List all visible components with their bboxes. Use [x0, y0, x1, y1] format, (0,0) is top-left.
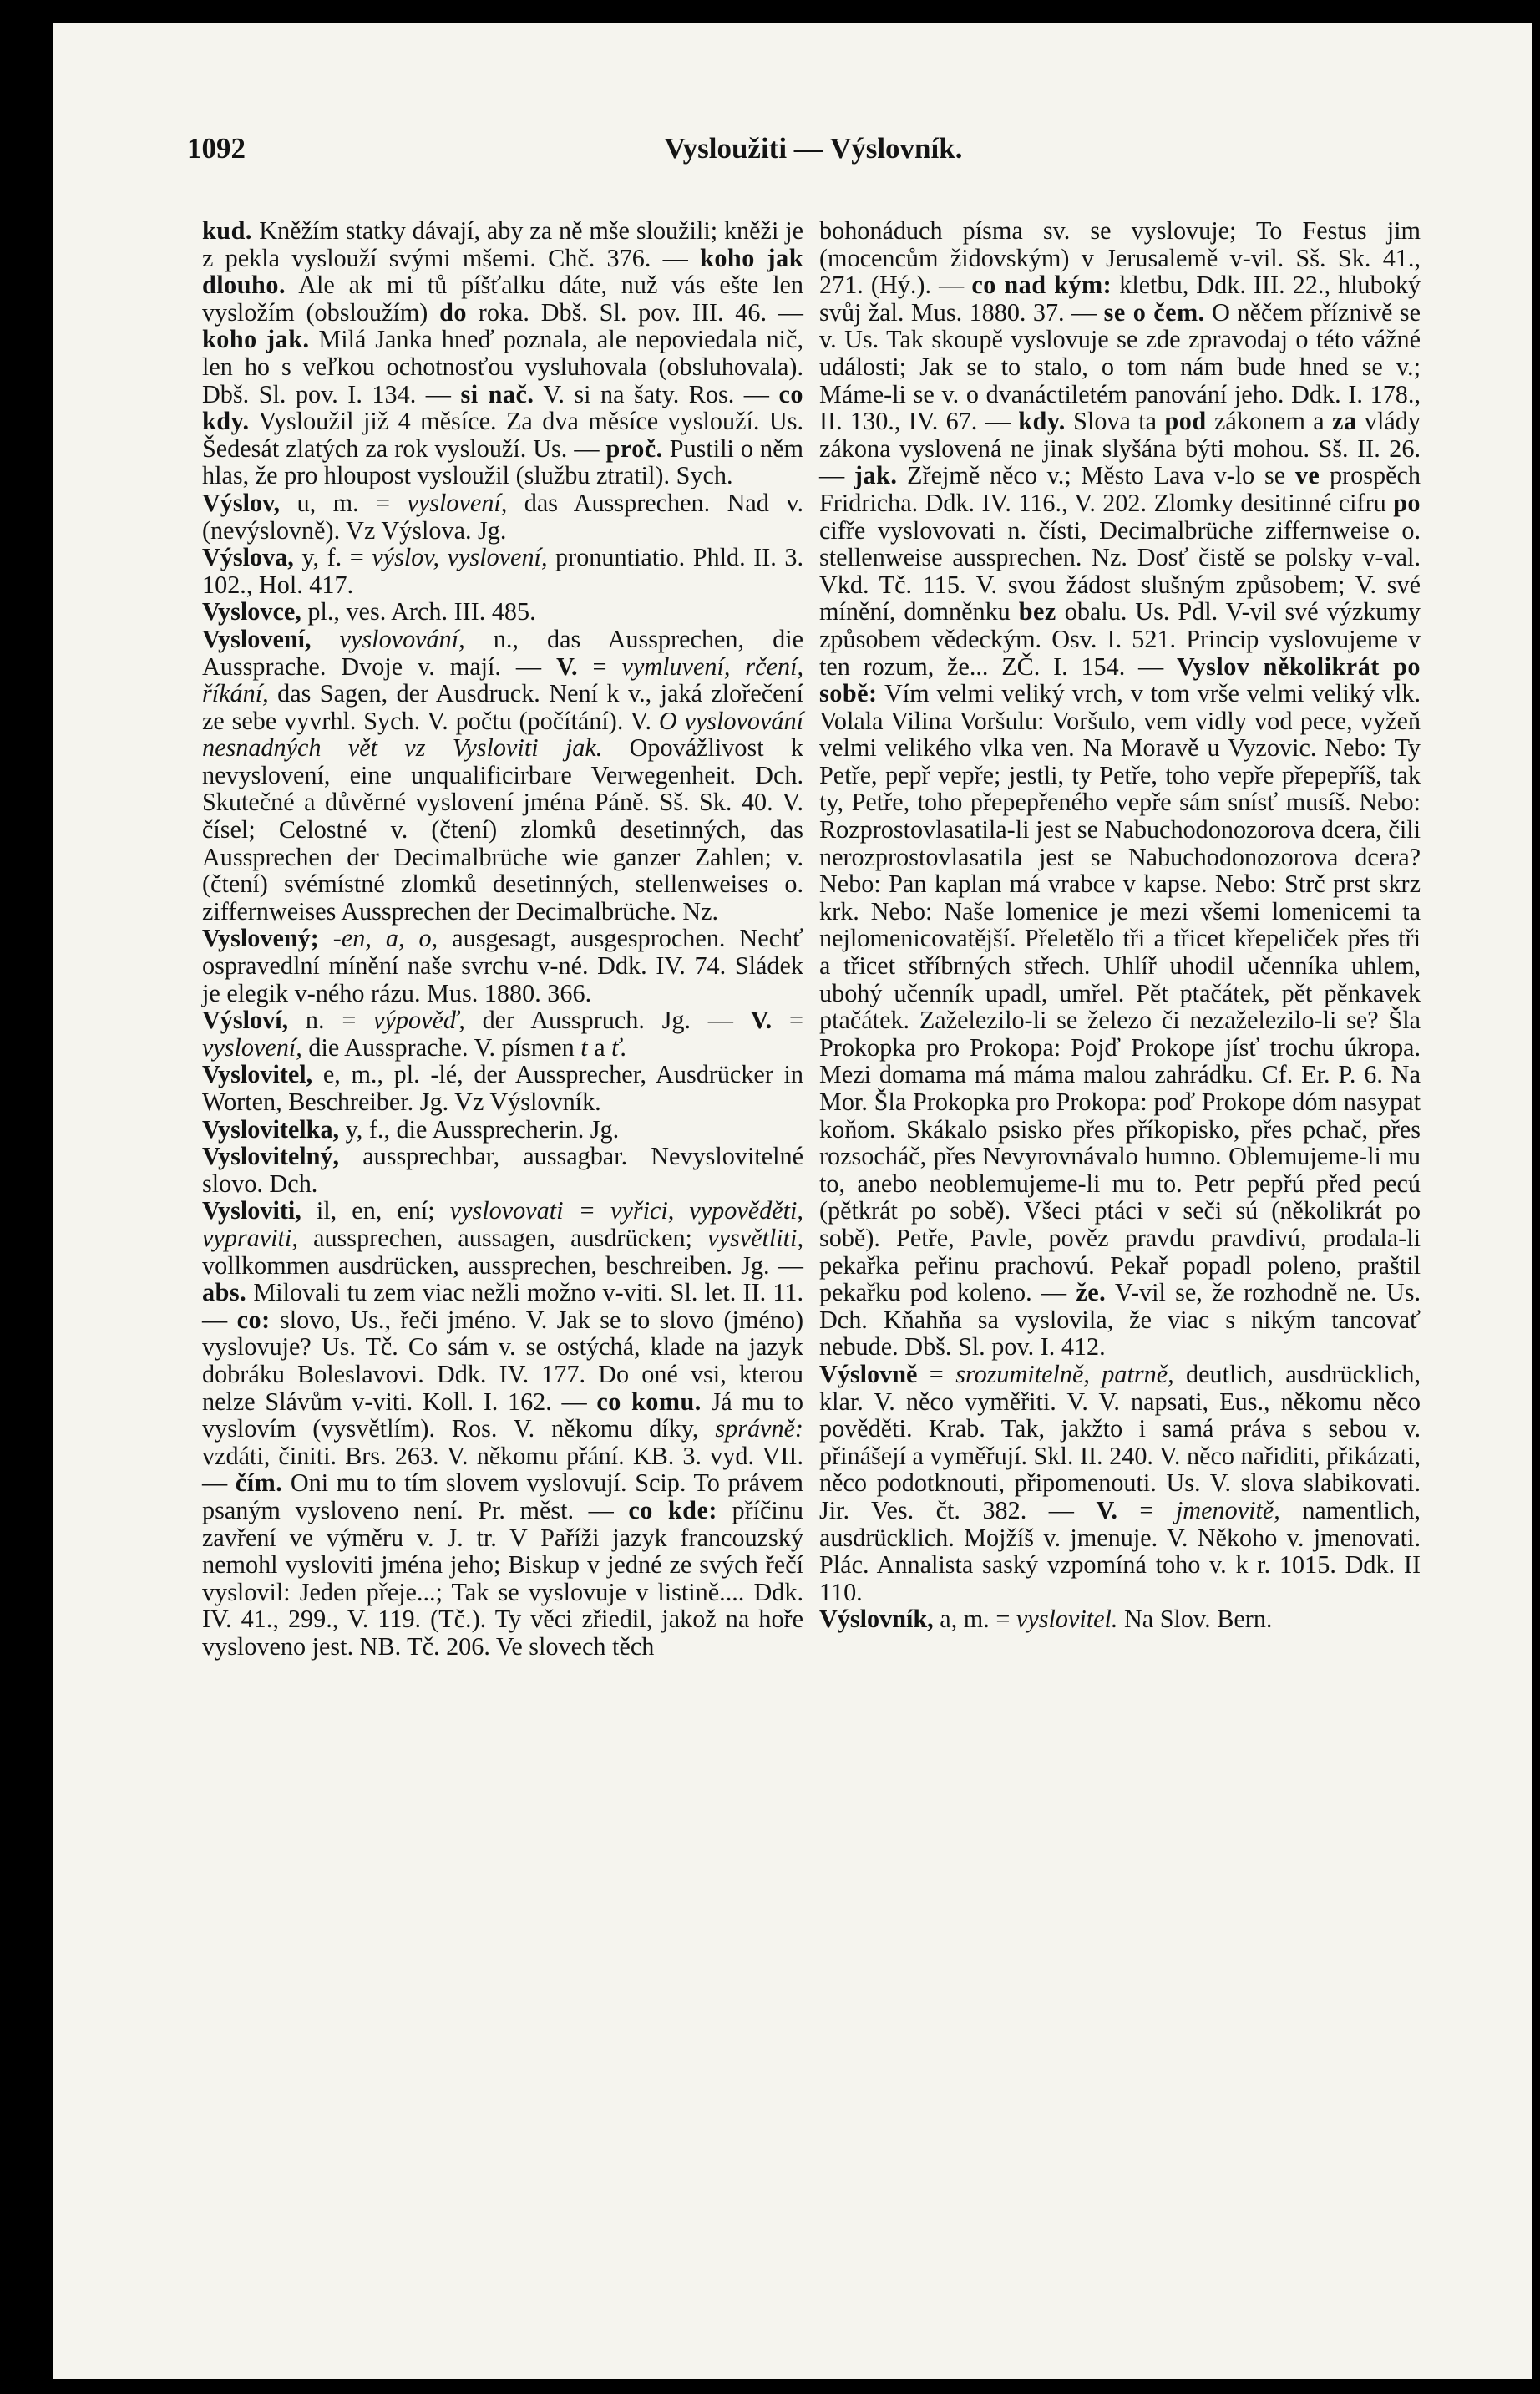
- entry-gloss: -en, a, o,: [332, 924, 438, 953]
- entry-text: Milá Janka hneď poznala, ale nepoviedala nič, len ho s veľkou ochotnosťou vysluhovala (obsluhovala). Dbš. Sl. pov. I. 134. —: [202, 325, 804, 408]
- entry-gloss: vyslovení,: [407, 488, 508, 517]
- entry-gloss: t: [580, 1032, 588, 1062]
- entry-phrase: co komu.: [596, 1387, 702, 1416]
- entry-text: u, m. =: [280, 488, 408, 517]
- entry-headword: V.: [750, 1006, 773, 1035]
- entry-phrase: ve: [1294, 461, 1320, 490]
- dictionary-entry: [202, 925, 803, 1007]
- entry-text: pl., ves. Arch. III. 485.: [301, 597, 536, 626]
- entry-text: =: [577, 652, 622, 681]
- dictionary-page: [53, 23, 1532, 2379]
- entry-text: roka. Dbš. Sl. pov. III. 46. —: [467, 297, 803, 327]
- entry-headword: V.: [556, 652, 578, 681]
- entry-text: Slova ta: [1065, 407, 1165, 436]
- dictionary-entry: [202, 598, 803, 626]
- entry-phrase: pod: [1164, 407, 1207, 436]
- entry-headword: Vyslovený;: [202, 924, 319, 953]
- entry-text: aussprechbar, aussagbar. Nevyslovitelné slovo. Dch.: [202, 1142, 803, 1198]
- dictionary-entry: [819, 1361, 1421, 1605]
- entry-text: e, m., pl. -lé, der Aussprecher, Ausdrücker in Worten, Beschreiber. Jg. Vz Výslovník.: [202, 1060, 803, 1116]
- entry-phrase: koho jak.: [202, 325, 310, 354]
- entry-phrase: Vyslov několikrát po sobě:: [819, 652, 1421, 708]
- entry-gloss: O vyslovování nesnadných vět vz Vysloviti jak.: [202, 706, 803, 763]
- left-column: [202, 217, 803, 1660]
- page-number: 1092: [187, 132, 246, 165]
- entry-headword: Vyslovce,: [202, 597, 301, 626]
- dictionary-entry: [202, 544, 803, 598]
- entry-gloss: srozumitelně, patrně,: [955, 1359, 1174, 1388]
- entry-headword: Výslova,: [202, 543, 294, 572]
- entry-headword: V.: [1096, 1495, 1117, 1524]
- dictionary-entry: [202, 217, 803, 489]
- entry-text: Oni mu to tím slovem vyslovují. Scip. To právem psaným vysloveno není. Pr. měst. —: [202, 1468, 803, 1524]
- entry-text: die Aussprache. V. písmen: [301, 1032, 581, 1062]
- dictionary-entry: [202, 489, 803, 544]
- entry-gloss: vyslovitel.: [1016, 1605, 1118, 1634]
- entry-text: bohonáduch písma sv. se vyslovuje; To Festus jim (mocencům židovským) v Jerusalemě v-vil. Sš. Sk. 41., 271. (Hý.). —: [819, 216, 1421, 300]
- entry-phrase: kud.: [202, 216, 260, 245]
- entry-text: y, f., die Aussprecherin. Jg.: [339, 1114, 620, 1144]
- entry-phrase: co kdy.: [202, 379, 803, 436]
- entry-text: ausgesagt, ausgesprochen. Nechť ospravedlní mínění naše svrchu v-né. Ddk. IV. 74. Sládek je elegik v-ného rázu. Mus. 1880. 366.: [202, 924, 803, 1007]
- entry-text: O něčem příznivě se v. Us. Tak skoupě vyslovuje se zde zpravodaj o této vážné události; Jak se to stalo, o tom nám bude hned se v.; Máme-li se v. o dvanáctiletém panování jeho. Ddk. I. 178., II. 130., IV. 67. —: [819, 297, 1421, 436]
- entry-text: das Aussprechen. Nad v. (nevýslovně). Vz Výslova. Jg.: [202, 488, 803, 545]
- entry-text: n., das Aussprechen, die Aussprache. Dvoje v. mají. —: [202, 624, 804, 681]
- entry-text: vollkommen ausdrücken, aussprechen, beschreiben. Jg. —: [202, 1250, 803, 1280]
- entry-phrase: po: [1393, 488, 1421, 517]
- entry-text: prospěch Fridricha. Ddk. IV. 116., V. 202. Zlomky desitinné cifru: [819, 461, 1421, 517]
- entry-text: obalu. Us. Pdl. V-vil své výzkumy způsobem vědeckým. Osv. I. 521. Princip vyslovujeme v ten rozum, že... ZČ. I. 154. —: [819, 597, 1421, 681]
- entry-phrase: jak.: [854, 461, 898, 490]
- entry-phrase: do: [439, 297, 467, 327]
- entry-headword: Výslovně: [819, 1359, 918, 1388]
- dictionary-entry: [202, 1143, 803, 1197]
- entry-gloss: ť.: [611, 1032, 627, 1062]
- entry-gloss: správně:: [715, 1414, 803, 1443]
- entry-text: příčinu zavření ve výměru v. J. tr. V Paříži jazyk francouzský nemohl vysloviti jména jeho; Biskup v jedné ze svých řečí vyslovil: Jeden přeje...; Tak se vyslovuje v listině.... Ddk. IV. 41., 299., V. 119. (Tč.). Ty věci zřiedil, jakož na hoře vysloveno jest. NB. Tč. 206. Ve slovech těch: [202, 1495, 803, 1661]
- entry-phrase: proč.: [605, 434, 663, 463]
- entry-phrase: abs.: [202, 1278, 247, 1307]
- dictionary-entry: [819, 1605, 1421, 1633]
- entry-text: aussprechen, aussagen, ausdrücken;: [297, 1223, 708, 1252]
- entry-text: slovo, Us., řeči jméno. V. Jak se to slovo (jméno) vyslovuje? Us. Tč. Co sám v. se ostýchá, klade na jazyk dobráku Boleslavovi. Ddk. IV. 177. Do oné vsi, kterou nelze Slávům v-viti. Koll. I. 162. —: [202, 1305, 803, 1416]
- entry-text: =: [1117, 1495, 1176, 1524]
- entry-text: Opovážlivost k nevyslovení, eine unqualificirbare Verwegenheit. Dch. Skutečné a důvěrné vyslovení jména Páně. Sš. Sk. 40. V. čísel; Celostné v. (čtení) zlomků desetinných, das Aussprechen der Decimalbrüche wie ganzer Zahlen; v. (čtení) svémístné zlomků desetinných, stellenweises o. ziffernweises Aussprechen der Decimalbrüche. Nz.: [202, 733, 803, 926]
- dictionary-entry: [819, 217, 1421, 1361]
- entry-headword: Vyslovitel,: [202, 1060, 313, 1089]
- entry-text: V. si na šaty. Ros. —: [534, 379, 779, 408]
- entry-gloss: vyslovování,: [339, 624, 465, 653]
- entry-phrase: co:: [236, 1305, 271, 1334]
- entry-headword: Vyslovitelný,: [202, 1142, 340, 1171]
- entry-text: n. =: [288, 1006, 374, 1035]
- entry-gloss: vymluvení, rčení, říkání,: [202, 652, 803, 708]
- entry-text: y, f. =: [293, 543, 372, 572]
- entry-phrase: čím.: [235, 1468, 283, 1498]
- entry-headword: Výslovník,: [819, 1605, 934, 1634]
- entry-text: [312, 625, 340, 653]
- entry-text: kletbu, Ddk. III. 22., hluboký svůj žal. Mus. 1880. 37. —: [819, 271, 1421, 327]
- dictionary-entry: [202, 1061, 803, 1115]
- entry-text: Vysloužil již 4 měsíce. Za dva měsíce vyslouží. Us. Šedesát zlatých za rok vyslouží. Us. —: [202, 407, 803, 463]
- dictionary-entry: [202, 1007, 803, 1061]
- entry-gloss: vysvětliti,: [707, 1223, 803, 1252]
- entry-phrase: za: [1332, 407, 1357, 436]
- entry-text: deutlich, ausdrücklich, klar. V. něco vyměřiti. V. V. napsati, Eus., někomu něco pověděti. Krab. Tak, jakžto i samá práva s sebou v. přinášejí a vyměřují. Skl. II. 240. V. něco nařiditi, přikázati, něco podotknouti, připomenouti. Us. V. slova slabikovati. Jir. Ves. čt. 382. —: [819, 1359, 1421, 1524]
- entry-phrase: co nad kým:: [971, 271, 1112, 300]
- entry-phrase: co kde:: [628, 1495, 717, 1524]
- entry-text: cifře vyslovovati n. čísti, Decimalbrüche ziffernweise o. stellenweise aussprechen. Nz. Dosť čistě se polsky v-val. Vkd. Tč. 115. V. svou žádost slušným způsobem; V. své mínění, domněnku: [819, 515, 1421, 626]
- entry-text: Pustili o něm hlas, že pro hloupost vysloužil (službu ztratil). Sych.: [202, 434, 803, 490]
- page-header: [187, 132, 1440, 182]
- entry-text: das Sagen, der Ausdruck. Není k v., jaká zlořečení ze sebe vyvrhl. Sych. V. počtu (počítání). V.: [202, 679, 803, 735]
- entry-text: a, m. =: [933, 1605, 1016, 1634]
- entry-text: V-vil se, že rozhodně ne. Us. Dch. Kňahňa sa vyslovila, že viac s nikým tancovať nebude. Dbš. Sl. pov. I. 412.: [819, 1278, 1421, 1362]
- entry-text: [319, 924, 333, 952]
- entry-phrase: že.: [1076, 1278, 1107, 1307]
- entry-gloss: vyslovovati = vyřici, vypověděti, vypraviti,: [202, 1196, 803, 1252]
- dictionary-entry: [202, 1116, 803, 1144]
- entry-gloss: vyslovení,: [202, 1032, 302, 1062]
- entry-headword: Vyslovitelka,: [202, 1114, 340, 1144]
- entry-text: =: [772, 1006, 804, 1035]
- entry-text: Kněžím statky dávají, aby za ně mše sloužili; kněži je z pekla vyslouží svými mšemi. Chč. 376. —: [202, 216, 803, 272]
- entry-phrase: kdy.: [1018, 407, 1066, 436]
- entry-text: Zřejmě něco v.; Město Lava v-lo se: [897, 461, 1295, 490]
- entry-text: Na Slov. Bern.: [1117, 1605, 1273, 1634]
- entry-headword: Výsloví,: [202, 1006, 289, 1035]
- dictionary-entry: [202, 626, 803, 926]
- entry-gloss: výslov, vyslovení,: [372, 543, 548, 572]
- entry-phrase: bez: [1018, 597, 1056, 626]
- entry-text: Vím velmi veliký vrch, v tom vrše velmi veliký vlk. Volala Vilina Voršulu: Voršulo, vem vidly vod pece, vyžeň velmi velikého vlka ven. Na Moravě u Vyzovic. Nebo: Ty Petře, pepř vepře; jestli, ty Petře, toho vepře přepepříš, tak ty, Petře, toho přepepřeného vepře sám snísť musíš. Nebo: Rozprostovlasatila-li jest se Nabuchodonozorova dcera, čili nerozprostovlasatila jest se Nabuchodonozorova dcera? Nebo: Pan kaplan má vrabce v kapse. Nebo: Strč prst skrz krk. Nebo: Naše lomenice je mezi všemi lomenicemi ta nejlomenicovatější. Přeletělo tři a třicet křepeliček přes tři a třicet stříbrných střech. Uhlíř uhodil učenníka uhlem, ubohý učenník upadl, umřel. Pět ptačátek, pět pěnkavek ptačátek. Zaželezilo-li se železo či nezaželezilo-li se? Šla Prokopka pro Prokopa: Pojď Prokope jísť trochu úkropa. Mezi domama má máma malou zahrádku. Cf. Er. P. 6. Na Mor. Šla Prokopka pro Prokopa: poď Prokope dóm nasypat koňom. Skákalo psisko přes příkopisko, přes pchač, přes rozsocháč, přes Nevyrovnávalo humno. Oblemujeme-li mu to, anebo neoblemujeme-li mu to. Petr pepřú před pecú (pětkrát po sobě). Všeci ptáci v seči sú (několikrát po sobě). Petře, Pavle, pověz pravdu pravdivú, prodala-li pekařka peřinu prachovú. Pekař popadl poleno, praštil pekařku pod koleno. —: [819, 679, 1421, 1307]
- entry-phrase: se o čem.: [1103, 297, 1205, 327]
- entry-text: vlády zákona vyslovená ne jinak slyšána býti mohou. Sš. II. 26. —: [819, 407, 1421, 490]
- dictionary-entry: [202, 1197, 803, 1660]
- page-title: Vysloužiti — Výslovník.: [664, 132, 963, 165]
- entry-text: il, en, ení;: [301, 1196, 450, 1225]
- entry-headword: Výslov,: [202, 488, 281, 517]
- entry-headword: Vyslovení,: [202, 624, 312, 653]
- right-column: [819, 217, 1421, 1633]
- entry-text: zákonem a: [1206, 407, 1333, 436]
- entry-text: Milovali tu zem viac nežli možno v-viti. Sl. let. II. 11. —: [202, 1278, 803, 1334]
- entry-text: der Ausspruch. Jg. —: [464, 1006, 751, 1035]
- entry-text: Já mu to vyslovím (vysvětlím). Ros. V. někomu díky,: [202, 1387, 804, 1443]
- entry-text: a: [587, 1032, 612, 1062]
- entry-phrase: koho jak dlouho.: [202, 243, 803, 300]
- entry-headword: Vysloviti,: [202, 1196, 301, 1225]
- entry-text: pronuntiatio. Phld. II. 3. 102., Hol. 417.: [202, 543, 803, 599]
- entry-text: =: [917, 1359, 956, 1388]
- entry-gloss: výpověď,: [373, 1006, 465, 1035]
- entry-gloss: jmenovitě,: [1175, 1495, 1280, 1524]
- entry-phrase: si nač.: [460, 379, 534, 408]
- entry-text: namentlich, ausdrücklich. Mojžíš v. jmenuje. V. Někoho v. jmenovati. Plác. Annalista saský vzpomíná toho v. k r. 1015. Ddk. II 110.: [819, 1495, 1421, 1606]
- entry-text: Ale ak mi tů píšťalku dáte, nuž vás ešte len vysložím (obsloužím): [202, 271, 803, 327]
- entry-text: vzdáti, činiti. Brs. 263. V. někomu přání. KB. 3. vyd. VII. —: [202, 1441, 803, 1498]
